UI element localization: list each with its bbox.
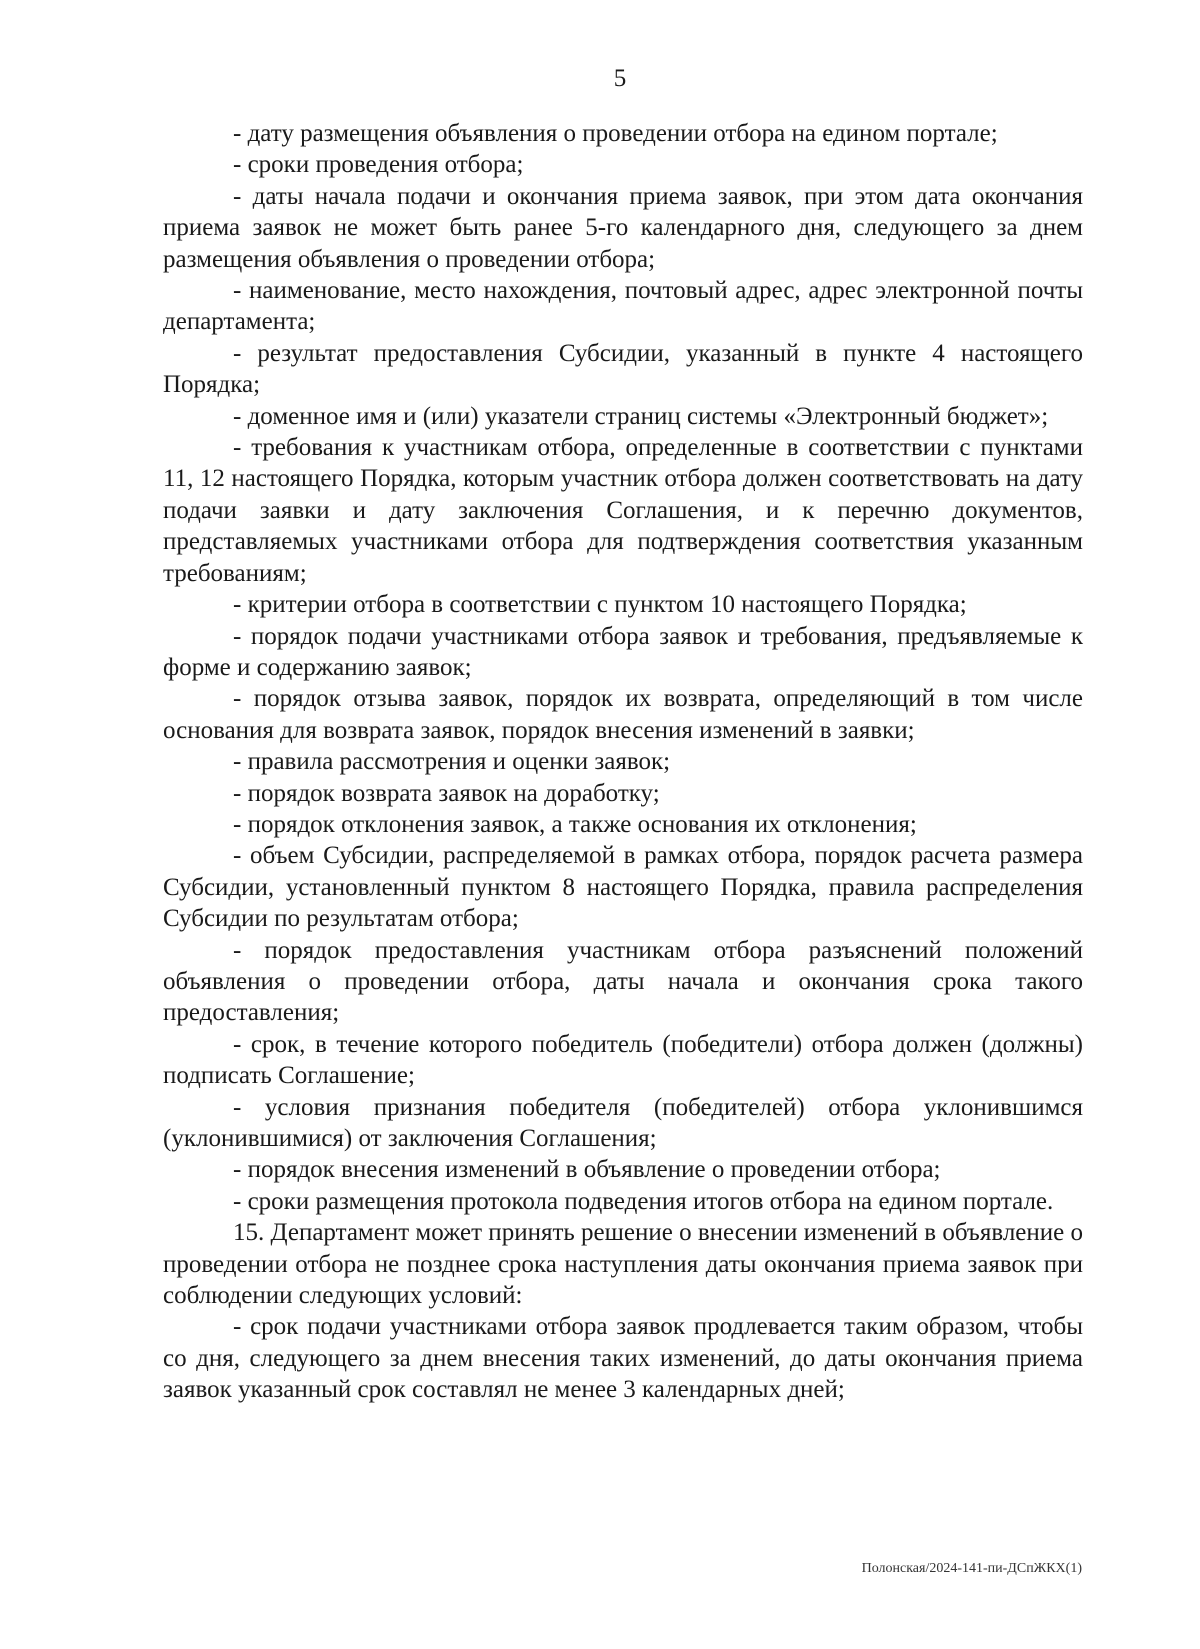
numbered-paragraph: 15. Департамент может принять решение о внесении изменений в объявление о проведении отбора не позднее срока наступления даты окончания приема заявок при соблюдении следующих условий: — [163, 1219, 1084, 1310]
list-item: - критерии отбора в соответствии с пунктом 10 настоящего Порядка; — [233, 591, 967, 619]
list-item: - порядок предоставления участникам отбора разъяснений положений объявления о проведении отбора, даты начала и окончания срока такого предоставления; — [163, 936, 1083, 1027]
list-item: - порядок отклонения заявок, а также основания их отклонения; — [233, 810, 917, 838]
list-item: - срок, в течение которого победитель (победители) отбора должен (должны) подписать Соглашение; — [163, 1030, 1083, 1090]
page-number: 5 — [613, 65, 627, 92]
list-item: - срок подачи участниками отбора заявок продлевается таким образом, чтобы со дня, следующего за днем внесения таких изменений, до даты окончания приема заявок указанный срок составлял не менее 3 календарных дней; — [163, 1313, 1083, 1404]
list-item: - наименование, место нахождения, почтовый адрес, адрес электронной почты департамента; — [163, 277, 1083, 336]
list-item: - условия признания победителя (победителей) отбора уклонившимся (уклонившимися) от заключения Соглашения; — [163, 1093, 1083, 1152]
list-item: - порядок подачи участниками отбора заявок и требования, предъявляемые к форме и содержанию заявок; — [163, 622, 1083, 681]
list-item: - порядок внесения изменений в объявление о проведении отбора; — [233, 1156, 941, 1184]
list-item: - дату размещения объявления о проведении отбора на едином портале; — [233, 120, 998, 147]
list-item: - правила рассмотрения и оценки заявок; — [233, 748, 671, 776]
list-item: - сроки проведения отбора; — [233, 151, 524, 179]
list-item: - порядок отзыва заявок, порядок их возврата, определяющий в том числе основания для возврата заявок, порядок внесения изменений в заявки; — [163, 685, 1083, 744]
list-item: - порядок возврата заявок на доработку; — [233, 779, 660, 807]
list-item: - объем Субсидии, распределяемой в рамках отбора, порядок расчета размера Субсидии, установленный пунктом 8 настоящего Порядка, правила распределения Субсидии по результатам отбора; — [163, 842, 1083, 933]
list-item: - требования к участникам отбора, определенные в соответствии с пунктами 11, 12 настоящего Порядка, которым участник отбора должен соответствовать на дату подачи заявки и дату заключения Соглашения, и к перечню документов, представляемых участниками отбора для подтверждения соответствия указанным требованиям; — [163, 434, 1083, 587]
document-footer-code: Полонская/2024-141-пи-ДСпЖКХ(1) — [861, 1561, 1082, 1576]
list-item: - даты начала подачи и окончания приема заявок, при этом дата окончания приема заявок не может быть ранее 5-го календарного дня, следующего за днем размещения объявления о проведении отбора; — [163, 182, 1083, 273]
document-body — [163, 118, 1083, 1406]
list-item: - доменное имя и (или) указатели страниц системы «Электронный бюджет»; — [233, 402, 1049, 430]
list-item: - результат предоставления Субсидии, указанный в пункте 4 настоящего Порядка; — [163, 339, 1083, 399]
list-item: - сроки размещения протокола подведения итогов отбора на едином портале. — [233, 1187, 1054, 1215]
